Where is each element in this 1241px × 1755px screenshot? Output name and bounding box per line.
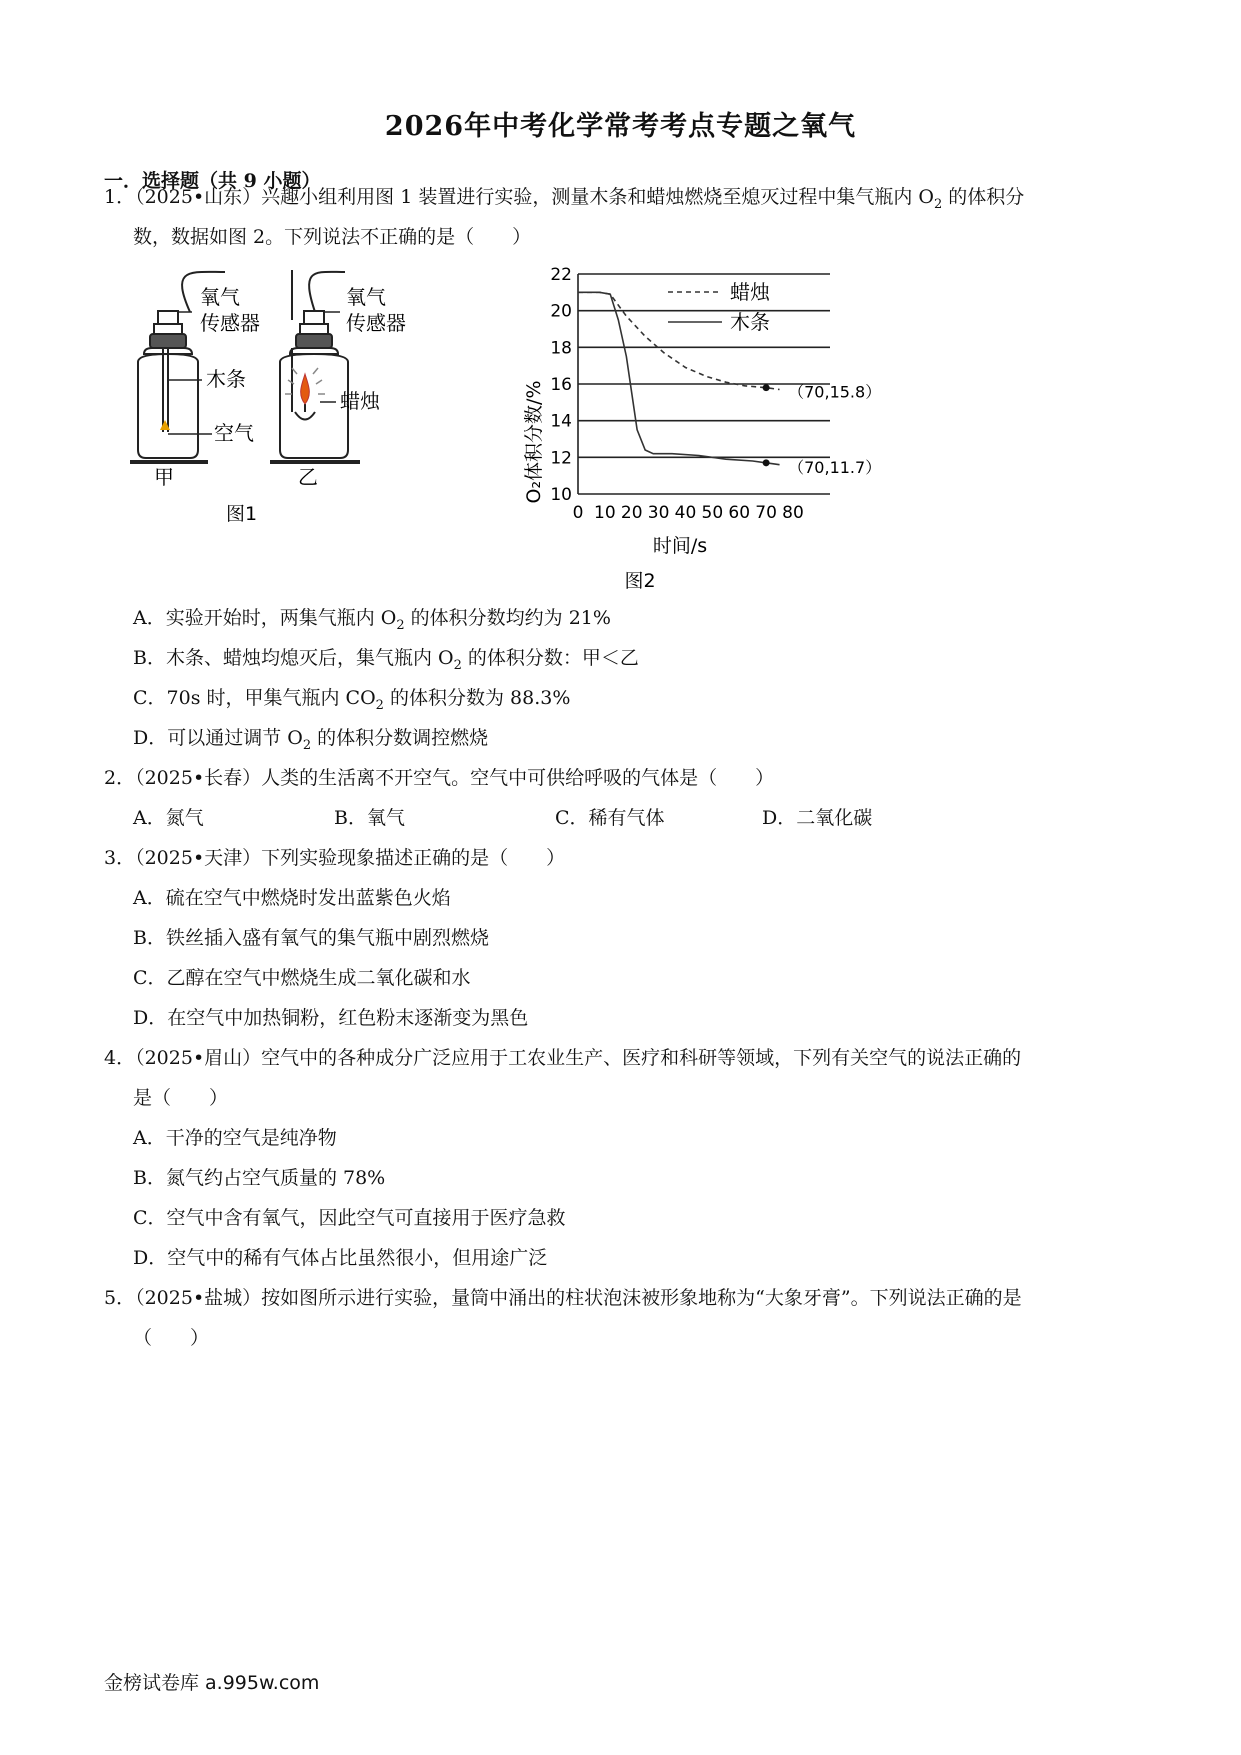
q1-option-b[interactable]: B．木条、蜡烛均熄灭后，集气瓶内 $O_2$ 的体积分数：甲＜乙 <box>133 647 639 673</box>
question-5-line2: （ ） <box>133 1327 210 1349</box>
q3-option-a[interactable]: A．硫在空气中燃烧时发出蓝紫色火焰 <box>133 887 451 909</box>
figure-1-apparatus <box>130 262 460 587</box>
question-2-line1: 2．（2025•长春）人类的生活离不开空气。空气中可供给呼吸的气体是（ ） <box>104 767 775 789</box>
y-tick-label: 22 <box>550 265 572 285</box>
q1-option-a[interactable]: A．实验开始时，两集气瓶内 $O_2$ 的体积分数均约为 21% <box>133 607 611 633</box>
q1-option-c[interactable]: C．70s 时，甲集气瓶内 $CO_2$ 的体积分数为 88.3% <box>133 687 571 713</box>
figure-2-caption: 图2 <box>624 570 656 592</box>
y-tick-label: 10 <box>550 485 572 505</box>
sensor-label-jia-2: 传感器 <box>200 311 260 335</box>
x-tick-label: 30 <box>647 503 670 523</box>
legend-label: 蜡烛 <box>730 280 770 304</box>
question-1-line1: 1．（2025•山东）兴趣小组利用图 1 装置进行实验，测量木条和蜡烛燃烧至熄灭过程中集气瓶内 $O_2$ 的体积分 <box>104 186 1025 212</box>
question-4-line2: 是（ ） <box>133 1087 229 1109</box>
x-tick-label: 20 <box>620 503 643 523</box>
figure-1-caption: 图1 <box>226 503 258 525</box>
sensor-label-yi-2: 传感器 <box>346 311 406 335</box>
x-axis-label: 时间/s <box>652 535 708 557</box>
q4-option-a[interactable]: A．干净的空气是纯净物 <box>133 1127 337 1149</box>
annotation-label: （70,11.7） <box>788 457 882 477</box>
annotation-point <box>763 384 770 391</box>
x-tick-label: 10 <box>594 503 616 523</box>
y-tick-label: 12 <box>550 448 572 469</box>
y-axis-label: O₂体积分数/% <box>523 380 545 504</box>
q3-option-c[interactable]: C．乙醇在空气中燃烧生成二氧化碳和水 <box>133 967 471 989</box>
y-tick-label: 20 <box>550 301 572 322</box>
annotation-point <box>763 459 770 466</box>
q4-option-c[interactable]: C．空气中含有氧气，因此空气可直接用于医疗急救 <box>133 1207 566 1229</box>
question-5-line1: 5．（2025•盐城）按如图所示进行实验，量筒中涌出的柱状泡沫被形象地称为“大象牙膏”。下列说法正确的是 <box>104 1287 1022 1309</box>
series-line-candle <box>578 292 780 389</box>
section-heading: 一．选择题（共 9 小题） <box>104 170 321 192</box>
y-tick-label: 18 <box>550 338 572 359</box>
x-tick-label: 60 <box>728 503 751 523</box>
q4-option-b[interactable]: B．氮气约占空气质量的 78% <box>133 1167 386 1189</box>
stick-label: 木条 <box>206 367 246 391</box>
page-title: 2026年中考化学常考考点专题之氧气 <box>384 111 857 142</box>
candle-flame-icon <box>301 374 310 404</box>
air-label: 空气 <box>214 421 254 445</box>
q3-option-b[interactable]: B．铁丝插入盛有氧气的集气瓶中剧烈燃烧 <box>133 927 489 949</box>
yi-label: 乙 <box>298 465 318 489</box>
question-4-line1: 4．（2025•眉山）空气中的各种成分广泛应用于工农业生产、医疗和科研等领域，下列有关空气的说法正确的 <box>104 1047 1022 1069</box>
y-tick-label: 16 <box>550 375 572 395</box>
x-tick-label: 0 <box>572 503 584 523</box>
q3-option-d[interactable]: D．在空气中加热铜粉，红色粉末逐渐变为黑色 <box>133 1007 529 1029</box>
x-tick-label: 80 <box>782 503 804 523</box>
candle-label: 蜡烛 <box>340 389 380 413</box>
sensor-label-jia-1: 氧气 <box>200 285 240 309</box>
annotation-label: （70,15.8） <box>788 382 882 402</box>
q4-option-d[interactable]: D．空气中的稀有气体占比虽然很小，但用途广泛 <box>133 1247 548 1269</box>
x-tick-label: 40 <box>674 503 697 523</box>
y-tick-label: 14 <box>550 411 572 432</box>
x-tick-label: 70 <box>755 503 777 523</box>
footer-source: 金榜试卷库 a.995w.com <box>104 1672 320 1694</box>
figure-2-chart <box>510 262 950 592</box>
q2-option-d[interactable]: D．二氧化碳 <box>762 807 873 829</box>
question-3-line1: 3．（2025•天津）下列实验现象描述正确的是（ ） <box>104 847 566 869</box>
question-1-line2: 数，数据如图 2。下列说法不正确的是（ ） <box>133 226 532 248</box>
x-tick-label: 50 <box>701 503 724 523</box>
q2-option-a[interactable]: A．氮气 <box>133 807 204 829</box>
q2-option-c[interactable]: C．稀有气体 <box>555 807 665 829</box>
sensor-label-yi-1: 氧气 <box>346 285 386 309</box>
legend-label: 木条 <box>730 310 770 334</box>
jia-label: 甲 <box>154 465 174 489</box>
q2-option-b[interactable]: B．氧气 <box>334 807 405 829</box>
q1-option-d[interactable]: D．可以通过调节 $O_2$ 的体积分数调控燃烧 <box>133 727 489 753</box>
